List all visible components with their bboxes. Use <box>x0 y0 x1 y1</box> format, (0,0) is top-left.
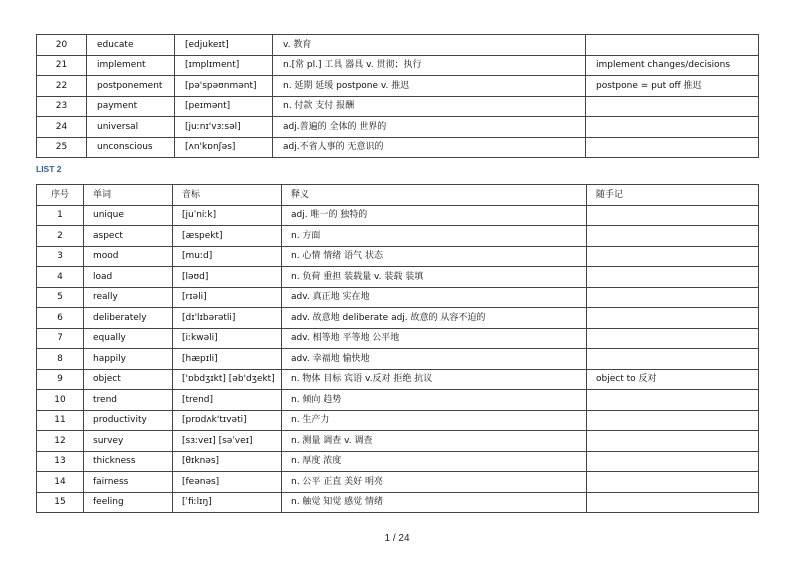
cell-note <box>587 205 759 226</box>
cell-number: 20 <box>37 35 87 56</box>
cell-word: object <box>84 369 173 390</box>
cell-phonetic: [prɒdʌk'tɪvəti] <box>173 410 282 431</box>
cell-meaning: n. 厚度 浓度 <box>282 451 587 472</box>
cell-number: 9 <box>37 369 84 390</box>
cell-number: 12 <box>37 431 84 452</box>
cell-phonetic: ['ɒbdʒɪkt] [əb'dʒekt] <box>173 369 282 390</box>
cell-phonetic: [juˈniːk] <box>173 205 282 226</box>
table-row <box>37 308 759 329</box>
cell-phonetic: [ləʊd] <box>173 267 282 288</box>
cell-word: aspect <box>84 226 173 247</box>
table-row <box>37 431 759 452</box>
cell-phonetic: [trend] <box>173 390 282 411</box>
cell-meaning: n. 负荷 重担 装载量 v. 装载 装填 <box>282 267 587 288</box>
cell-word: productivity <box>84 410 173 431</box>
cell-word: load <box>84 267 173 288</box>
header-word: 单词 <box>84 185 173 206</box>
cell-meaning: n. 触觉 知觉 感觉 情绪 <box>282 492 587 513</box>
cell-word: universal <box>87 117 175 138</box>
cell-number: 13 <box>37 451 84 472</box>
cell-phonetic: [muːd] <box>173 246 282 267</box>
cell-meaning: adj.普遍的 全体的 世界的 <box>273 117 586 138</box>
table-row <box>37 328 759 349</box>
cell-meaning: adv. 故意地 deliberate adj. 故意的 从容不迫的 <box>282 308 587 329</box>
cell-number: 22 <box>37 76 87 97</box>
cell-meaning: v. 教育 <box>273 35 586 56</box>
cell-phonetic: [pə'spəʊnmənt] <box>175 76 273 97</box>
list-heading: LIST 2 <box>36 164 62 174</box>
cell-number: 25 <box>37 137 87 158</box>
cell-note <box>587 410 759 431</box>
table-row <box>37 492 759 513</box>
cell-meaning: n. 付款 支付 报酬 <box>273 96 586 117</box>
cell-word: really <box>84 287 173 308</box>
cell-note <box>587 328 759 349</box>
header-number: 序号 <box>37 185 84 206</box>
page-number: 1 / 24 <box>384 533 410 544</box>
table-row <box>37 226 759 247</box>
cell-number: 1 <box>37 205 84 226</box>
cell-phonetic: [hæpɪli] <box>173 349 282 370</box>
cell-note: object to 反对 <box>587 369 759 390</box>
table-row <box>37 35 759 56</box>
vocab-table-list1 <box>36 34 759 158</box>
table-row <box>37 96 759 117</box>
cell-phonetic: [iːkwəli] <box>173 328 282 349</box>
cell-meaning: adv. 相等地 平等地 公平地 <box>282 328 587 349</box>
cell-word: equally <box>84 328 173 349</box>
cell-word: unique <box>84 205 173 226</box>
cell-phonetic: [feənəs] <box>173 472 282 493</box>
cell-note <box>587 390 759 411</box>
cell-word: implement <box>87 55 175 76</box>
table-row <box>37 205 759 226</box>
cell-meaning: adj. 唯一的 独特的 <box>282 205 587 226</box>
header-meaning: 释义 <box>282 185 587 206</box>
cell-note <box>587 246 759 267</box>
cell-number: 24 <box>37 117 87 138</box>
table-row <box>37 246 759 267</box>
cell-word: deliberately <box>84 308 173 329</box>
cell-meaning: n.[常 pl.] 工具 器具 v. 贯彻；执行 <box>273 55 586 76</box>
cell-number: 15 <box>37 492 84 513</box>
cell-number: 3 <box>37 246 84 267</box>
cell-word: happily <box>84 349 173 370</box>
cell-number: 5 <box>37 287 84 308</box>
cell-phonetic: [rɪəli] <box>173 287 282 308</box>
cell-number: 6 <box>37 308 84 329</box>
cell-meaning: adv. 真正地 实在地 <box>282 287 587 308</box>
cell-note <box>587 492 759 513</box>
table-row <box>37 55 759 76</box>
table-row <box>37 410 759 431</box>
cell-phonetic: [ʌn'kɒnʃəs] <box>175 137 273 158</box>
cell-phonetic: [edjukeɪt] <box>175 35 273 56</box>
cell-number: 11 <box>37 410 84 431</box>
cell-number: 14 <box>37 472 84 493</box>
cell-word: survey <box>84 431 173 452</box>
cell-word: fairness <box>84 472 173 493</box>
cell-word: unconscious <box>87 137 175 158</box>
cell-meaning: adv. 幸福地 愉快地 <box>282 349 587 370</box>
cell-note <box>587 287 759 308</box>
cell-note <box>586 96 759 117</box>
header-phonetic: 音标 <box>173 185 282 206</box>
cell-meaning: n. 方面 <box>282 226 587 247</box>
table-row <box>37 472 759 493</box>
table-row <box>37 349 759 370</box>
cell-meaning: adj.不省人事的 无意识的 <box>273 137 586 158</box>
cell-phonetic: [juːnɪ'vɜːsəl] <box>175 117 273 138</box>
table-row <box>37 117 759 138</box>
cell-word: mood <box>84 246 173 267</box>
vocab-table-list2 <box>36 184 759 513</box>
cell-phonetic: [sɜːveɪ] [səˈveɪ] <box>173 431 282 452</box>
cell-phonetic: [æspekt] <box>173 226 282 247</box>
cell-meaning: n. 生产力 <box>282 410 587 431</box>
cell-meaning: n. 倾向 趋势 <box>282 390 587 411</box>
cell-note <box>586 117 759 138</box>
cell-phonetic: [θɪknəs] <box>173 451 282 472</box>
cell-note <box>587 431 759 452</box>
cell-note: implement changes/decisions <box>586 55 759 76</box>
cell-note: postpone = put off 推迟 <box>586 76 759 97</box>
table-row <box>37 287 759 308</box>
table-header-row <box>37 185 759 206</box>
cell-word: educate <box>87 35 175 56</box>
cell-number: 21 <box>37 55 87 76</box>
table-row <box>37 390 759 411</box>
cell-phonetic: [peɪmənt] <box>175 96 273 117</box>
table-row <box>37 369 759 390</box>
cell-word: payment <box>87 96 175 117</box>
cell-meaning: n. 延期 延缓 postpone v. 推迟 <box>273 76 586 97</box>
cell-number: 4 <box>37 267 84 288</box>
table-row <box>37 76 759 97</box>
cell-note <box>587 472 759 493</box>
cell-note <box>586 35 759 56</box>
cell-number: 7 <box>37 328 84 349</box>
table-row <box>37 137 759 158</box>
header-note: 随手记 <box>587 185 759 206</box>
cell-meaning: n. 测量 调查 v. 调查 <box>282 431 587 452</box>
table-row <box>37 267 759 288</box>
cell-meaning: n. 物体 目标 宾语 v.反对 拒绝 抗议 <box>282 369 587 390</box>
cell-number: 23 <box>37 96 87 117</box>
cell-phonetic: [ɪmplɪment] <box>175 55 273 76</box>
cell-note <box>587 349 759 370</box>
cell-word: postponement <box>87 76 175 97</box>
cell-word: trend <box>84 390 173 411</box>
cell-phonetic: [dɪ'lɪbərətli] <box>173 308 282 329</box>
cell-number: 2 <box>37 226 84 247</box>
cell-note <box>587 267 759 288</box>
cell-phonetic: [ˈfiːlɪŋ] <box>173 492 282 513</box>
cell-note <box>587 308 759 329</box>
table-row <box>37 451 759 472</box>
cell-note <box>586 137 759 158</box>
cell-word: thickness <box>84 451 173 472</box>
cell-number: 8 <box>37 349 84 370</box>
cell-number: 10 <box>37 390 84 411</box>
cell-note <box>587 226 759 247</box>
cell-word: feeling <box>84 492 173 513</box>
cell-meaning: n. 公平 正直 美好 明亮 <box>282 472 587 493</box>
cell-meaning: n. 心情 情绪 语气 状态 <box>282 246 587 267</box>
cell-note <box>587 451 759 472</box>
